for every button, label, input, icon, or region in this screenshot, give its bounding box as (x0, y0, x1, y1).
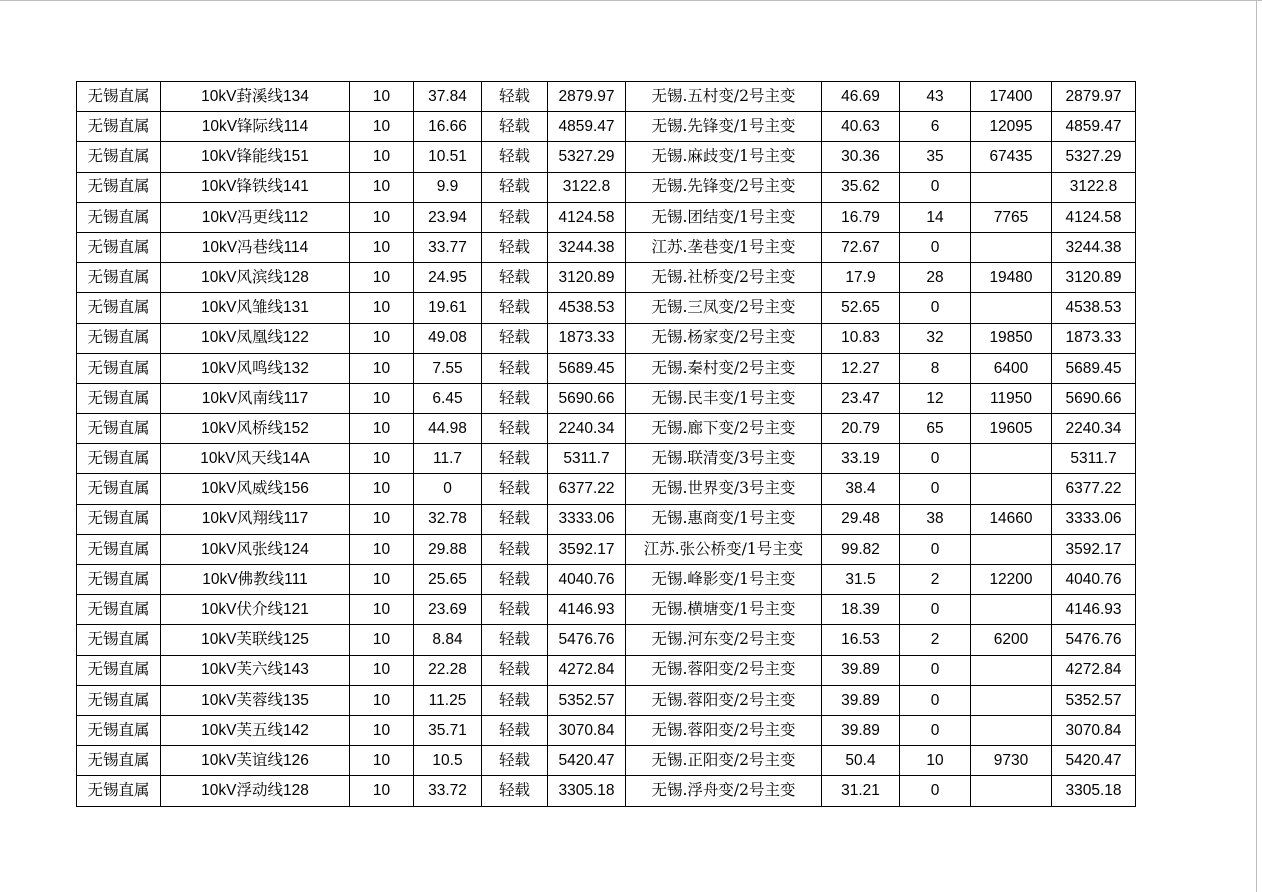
line-name-cell: 10kV葑溪线134 (161, 82, 350, 112)
page-right-border (1256, 0, 1257, 892)
load-status-cell: 轻载 (482, 414, 548, 444)
substation-cell: 无锡.联清变/3号主变 (626, 444, 822, 474)
transformer-load-rate-cell: 29.48 (822, 504, 900, 534)
table-row (77, 565, 1136, 595)
user-capacity-cell: 17400 (971, 82, 1052, 112)
available-capacity-cell: 5476.76 (1052, 625, 1136, 655)
unit-cell: 无锡直属 (77, 474, 161, 504)
load-rate-cell: 33.72 (414, 776, 482, 806)
load-rate-cell: 16.66 (414, 112, 482, 142)
table-row (77, 504, 1136, 534)
table-row (77, 414, 1136, 444)
user-count-cell: 0 (900, 232, 971, 262)
available-capacity-cell: 5327.29 (1052, 142, 1136, 172)
available-capacity-cell: 5352.57 (1052, 685, 1136, 715)
load-rate-cell: 0 (414, 474, 482, 504)
voltage-cell: 10 (350, 444, 414, 474)
substation-cell: 无锡.世界变/3号主变 (626, 474, 822, 504)
load-status-cell: 轻载 (482, 383, 548, 413)
user-capacity-cell: 12200 (971, 565, 1052, 595)
load-status-cell: 轻载 (482, 685, 548, 715)
line-name-cell: 10kV佛教线111 (161, 565, 350, 595)
user-capacity-cell (971, 655, 1052, 685)
load-rate-cell: 44.98 (414, 414, 482, 444)
line-name-cell: 10kV风天线14A (161, 444, 350, 474)
transformer-load-rate-cell: 35.62 (822, 172, 900, 202)
user-count-cell: 0 (900, 595, 971, 625)
load-status-cell: 轻载 (482, 142, 548, 172)
unit-cell: 无锡直属 (77, 414, 161, 444)
capacity-cell: 4040.76 (548, 565, 626, 595)
table-row (77, 232, 1136, 262)
unit-cell: 无锡直属 (77, 82, 161, 112)
user-capacity-cell: 19605 (971, 414, 1052, 444)
line-name-cell: 10kV浮动线128 (161, 776, 350, 806)
load-status-cell: 轻载 (482, 293, 548, 323)
available-capacity-cell: 4272.84 (1052, 655, 1136, 685)
user-count-cell: 14 (900, 202, 971, 232)
capacity-cell: 3592.17 (548, 534, 626, 564)
available-capacity-cell: 3305.18 (1052, 776, 1136, 806)
load-status-cell: 轻载 (482, 504, 548, 534)
user-capacity-cell (971, 232, 1052, 262)
user-capacity-cell: 67435 (971, 142, 1052, 172)
capacity-cell: 2879.97 (548, 82, 626, 112)
line-name-cell: 10kV风鸣线132 (161, 353, 350, 383)
transformer-load-rate-cell: 10.83 (822, 323, 900, 353)
capacity-cell: 3070.84 (548, 715, 626, 745)
table-row (77, 444, 1136, 474)
transformer-load-rate-cell: 23.47 (822, 383, 900, 413)
substation-cell: 无锡.民丰变/1号主变 (626, 383, 822, 413)
user-count-cell: 0 (900, 685, 971, 715)
substation-cell: 江苏.张公桥变/1号主变 (626, 534, 822, 564)
available-capacity-cell: 2879.97 (1052, 82, 1136, 112)
user-count-cell: 0 (900, 776, 971, 806)
table-row (77, 595, 1136, 625)
substation-cell: 无锡.峰影变/1号主变 (626, 565, 822, 595)
user-count-cell: 35 (900, 142, 971, 172)
load-rate-cell: 7.55 (414, 353, 482, 383)
capacity-cell: 1873.33 (548, 323, 626, 353)
user-capacity-cell: 12095 (971, 112, 1052, 142)
table-row (77, 534, 1136, 564)
voltage-cell: 10 (350, 474, 414, 504)
load-rate-cell: 9.9 (414, 172, 482, 202)
user-count-cell: 10 (900, 746, 971, 776)
user-count-cell: 0 (900, 655, 971, 685)
available-capacity-cell: 5690.66 (1052, 383, 1136, 413)
capacity-cell: 5327.29 (548, 142, 626, 172)
available-capacity-cell: 4859.47 (1052, 112, 1136, 142)
capacity-cell: 5420.47 (548, 746, 626, 776)
substation-cell: 无锡.正阳变/2号主变 (626, 746, 822, 776)
voltage-cell: 10 (350, 655, 414, 685)
line-name-cell: 10kV凤凰线122 (161, 323, 350, 353)
user-capacity-cell: 6200 (971, 625, 1052, 655)
user-count-cell: 0 (900, 172, 971, 202)
available-capacity-cell: 4124.58 (1052, 202, 1136, 232)
load-rate-cell: 22.28 (414, 655, 482, 685)
capacity-cell: 4146.93 (548, 595, 626, 625)
voltage-cell: 10 (350, 353, 414, 383)
line-name-cell: 10kV风威线156 (161, 474, 350, 504)
load-status-cell: 轻载 (482, 323, 548, 353)
load-rate-cell: 29.88 (414, 534, 482, 564)
line-name-cell: 10kV风张线124 (161, 534, 350, 564)
available-capacity-cell: 5420.47 (1052, 746, 1136, 776)
voltage-cell: 10 (350, 383, 414, 413)
table-row (77, 383, 1136, 413)
user-count-cell: 2 (900, 625, 971, 655)
table-row (77, 142, 1136, 172)
user-capacity-cell (971, 715, 1052, 745)
table-row (77, 474, 1136, 504)
transformer-load-rate-cell: 20.79 (822, 414, 900, 444)
voltage-cell: 10 (350, 293, 414, 323)
available-capacity-cell: 3333.06 (1052, 504, 1136, 534)
transformer-load-rate-cell: 50.4 (822, 746, 900, 776)
transformer-load-rate-cell: 31.21 (822, 776, 900, 806)
transformer-load-rate-cell: 72.67 (822, 232, 900, 262)
transformer-load-rate-cell: 40.63 (822, 112, 900, 142)
table-row (77, 715, 1136, 745)
load-rate-cell: 32.78 (414, 504, 482, 534)
load-rate-cell: 19.61 (414, 293, 482, 323)
unit-cell: 无锡直属 (77, 353, 161, 383)
transformer-load-rate-cell: 16.53 (822, 625, 900, 655)
unit-cell: 无锡直属 (77, 715, 161, 745)
table-row (77, 746, 1136, 776)
substation-cell: 无锡.秦村变/2号主变 (626, 353, 822, 383)
unit-cell: 无锡直属 (77, 263, 161, 293)
user-count-cell: 0 (900, 715, 971, 745)
transformer-load-rate-cell: 16.79 (822, 202, 900, 232)
user-capacity-cell (971, 293, 1052, 323)
substation-cell: 无锡.河东变/2号主变 (626, 625, 822, 655)
user-capacity-cell: 19850 (971, 323, 1052, 353)
user-count-cell: 43 (900, 82, 971, 112)
voltage-cell: 10 (350, 232, 414, 262)
voltage-cell: 10 (350, 414, 414, 444)
capacity-cell: 3305.18 (548, 776, 626, 806)
table-row (77, 263, 1136, 293)
line-name-cell: 10kV锋能线151 (161, 142, 350, 172)
line-name-cell: 10kV锋铁线141 (161, 172, 350, 202)
available-capacity-cell: 6377.22 (1052, 474, 1136, 504)
load-status-cell: 轻载 (482, 112, 548, 142)
load-status-cell: 轻载 (482, 776, 548, 806)
user-capacity-cell (971, 685, 1052, 715)
line-name-cell: 10kV风雏线131 (161, 293, 350, 323)
voltage-cell: 10 (350, 82, 414, 112)
voltage-cell: 10 (350, 715, 414, 745)
capacity-cell: 3333.06 (548, 504, 626, 534)
user-count-cell: 6 (900, 112, 971, 142)
load-rate-cell: 24.95 (414, 263, 482, 293)
line-name-cell: 10kV芙六线143 (161, 655, 350, 685)
load-rate-cell: 49.08 (414, 323, 482, 353)
transformer-load-rate-cell: 30.36 (822, 142, 900, 172)
table-row (77, 293, 1136, 323)
table-row (77, 655, 1136, 685)
transformer-load-rate-cell: 31.5 (822, 565, 900, 595)
substation-cell: 无锡.三凤变/2号主变 (626, 293, 822, 323)
load-status-cell: 轻载 (482, 444, 548, 474)
substation-cell: 无锡.廊下变/2号主变 (626, 414, 822, 444)
capacity-cell: 4124.58 (548, 202, 626, 232)
line-name-cell: 10kV芙蓉线135 (161, 685, 350, 715)
load-status-cell: 轻载 (482, 534, 548, 564)
substation-cell: 无锡.团结变/1号主变 (626, 202, 822, 232)
available-capacity-cell: 4040.76 (1052, 565, 1136, 595)
table-row (77, 172, 1136, 202)
available-capacity-cell: 3122.8 (1052, 172, 1136, 202)
unit-cell: 无锡直属 (77, 293, 161, 323)
table-row (77, 202, 1136, 232)
substation-cell: 无锡.蓉阳变/2号主变 (626, 685, 822, 715)
user-capacity-cell (971, 534, 1052, 564)
transformer-load-rate-cell: 38.4 (822, 474, 900, 504)
substation-cell: 无锡.横塘变/1号主变 (626, 595, 822, 625)
transformer-load-rate-cell: 99.82 (822, 534, 900, 564)
unit-cell: 无锡直属 (77, 444, 161, 474)
user-capacity-cell (971, 172, 1052, 202)
voltage-cell: 10 (350, 263, 414, 293)
substation-cell: 无锡.惠商变/1号主变 (626, 504, 822, 534)
line-name-cell: 10kV芙谊线126 (161, 746, 350, 776)
user-capacity-cell: 11950 (971, 383, 1052, 413)
load-status-cell: 轻载 (482, 172, 548, 202)
line-name-cell: 10kV风翔线117 (161, 504, 350, 534)
page-top-border (0, 0, 1262, 1)
unit-cell: 无锡直属 (77, 504, 161, 534)
available-capacity-cell: 4538.53 (1052, 293, 1136, 323)
load-rate-cell: 33.77 (414, 232, 482, 262)
unit-cell: 无锡直属 (77, 172, 161, 202)
user-count-cell: 8 (900, 353, 971, 383)
table-body (77, 82, 1136, 807)
voltage-cell: 10 (350, 202, 414, 232)
voltage-cell: 10 (350, 534, 414, 564)
load-status-cell: 轻载 (482, 202, 548, 232)
unit-cell: 无锡直属 (77, 595, 161, 625)
available-capacity-cell: 5689.45 (1052, 353, 1136, 383)
load-status-cell: 轻载 (482, 565, 548, 595)
transformer-load-rate-cell: 46.69 (822, 82, 900, 112)
available-capacity-cell: 1873.33 (1052, 323, 1136, 353)
load-status-cell: 轻载 (482, 353, 548, 383)
capacity-cell: 6377.22 (548, 474, 626, 504)
load-status-cell: 轻载 (482, 263, 548, 293)
unit-cell: 无锡直属 (77, 746, 161, 776)
feeder-load-table (76, 81, 1136, 807)
unit-cell: 无锡直属 (77, 776, 161, 806)
table-row (77, 323, 1136, 353)
user-count-cell: 28 (900, 263, 971, 293)
voltage-cell: 10 (350, 142, 414, 172)
line-name-cell: 10kV伏介线121 (161, 595, 350, 625)
capacity-cell: 2240.34 (548, 414, 626, 444)
voltage-cell: 10 (350, 625, 414, 655)
load-rate-cell: 35.71 (414, 715, 482, 745)
substation-cell: 无锡.社桥变/2号主变 (626, 263, 822, 293)
user-count-cell: 0 (900, 534, 971, 564)
user-capacity-cell (971, 776, 1052, 806)
line-name-cell: 10kV风滨线128 (161, 263, 350, 293)
user-capacity-cell (971, 474, 1052, 504)
voltage-cell: 10 (350, 565, 414, 595)
load-status-cell: 轻载 (482, 474, 548, 504)
available-capacity-cell: 3592.17 (1052, 534, 1136, 564)
line-name-cell: 10kV风南线117 (161, 383, 350, 413)
load-status-cell: 轻载 (482, 746, 548, 776)
available-capacity-cell: 5311.7 (1052, 444, 1136, 474)
user-capacity-cell: 9730 (971, 746, 1052, 776)
capacity-cell: 5476.76 (548, 625, 626, 655)
load-status-cell: 轻载 (482, 715, 548, 745)
line-name-cell: 10kV锋际线114 (161, 112, 350, 142)
user-count-cell: 38 (900, 504, 971, 534)
transformer-load-rate-cell: 52.65 (822, 293, 900, 323)
voltage-cell: 10 (350, 172, 414, 202)
load-rate-cell: 23.94 (414, 202, 482, 232)
capacity-cell: 5352.57 (548, 685, 626, 715)
transformer-load-rate-cell: 18.39 (822, 595, 900, 625)
table-row (77, 685, 1136, 715)
available-capacity-cell: 3070.84 (1052, 715, 1136, 745)
load-rate-cell: 8.84 (414, 625, 482, 655)
transformer-load-rate-cell: 33.19 (822, 444, 900, 474)
unit-cell: 无锡直属 (77, 383, 161, 413)
unit-cell: 无锡直属 (77, 685, 161, 715)
load-rate-cell: 37.84 (414, 82, 482, 112)
table-row (77, 776, 1136, 806)
voltage-cell: 10 (350, 595, 414, 625)
unit-cell: 无锡直属 (77, 142, 161, 172)
user-count-cell: 0 (900, 444, 971, 474)
user-capacity-cell (971, 595, 1052, 625)
line-name-cell: 10kV风桥线152 (161, 414, 350, 444)
capacity-cell: 4538.53 (548, 293, 626, 323)
user-count-cell: 2 (900, 565, 971, 595)
user-capacity-cell: 19480 (971, 263, 1052, 293)
substation-cell: 无锡.五村变/2号主变 (626, 82, 822, 112)
load-rate-cell: 6.45 (414, 383, 482, 413)
load-rate-cell: 10.51 (414, 142, 482, 172)
line-name-cell: 10kV冯更线112 (161, 202, 350, 232)
user-count-cell: 0 (900, 474, 971, 504)
transformer-load-rate-cell: 12.27 (822, 353, 900, 383)
table-row (77, 353, 1136, 383)
unit-cell: 无锡直属 (77, 232, 161, 262)
line-name-cell: 10kV冯巷线114 (161, 232, 350, 262)
capacity-cell: 4859.47 (548, 112, 626, 142)
user-count-cell: 65 (900, 414, 971, 444)
unit-cell: 无锡直属 (77, 625, 161, 655)
voltage-cell: 10 (350, 112, 414, 142)
voltage-cell: 10 (350, 685, 414, 715)
load-rate-cell: 11.7 (414, 444, 482, 474)
user-capacity-cell: 7765 (971, 202, 1052, 232)
capacity-cell: 5311.7 (548, 444, 626, 474)
load-status-cell: 轻载 (482, 232, 548, 262)
table-row (77, 112, 1136, 142)
unit-cell: 无锡直属 (77, 655, 161, 685)
capacity-cell: 5689.45 (548, 353, 626, 383)
substation-cell: 无锡.蓉阳变/2号主变 (626, 655, 822, 685)
capacity-cell: 3120.89 (548, 263, 626, 293)
user-count-cell: 32 (900, 323, 971, 353)
capacity-cell: 4272.84 (548, 655, 626, 685)
load-rate-cell: 25.65 (414, 565, 482, 595)
voltage-cell: 10 (350, 504, 414, 534)
user-capacity-cell (971, 444, 1052, 474)
capacity-cell: 3244.38 (548, 232, 626, 262)
transformer-load-rate-cell: 39.89 (822, 715, 900, 745)
unit-cell: 无锡直属 (77, 565, 161, 595)
substation-cell: 江苏.垄巷变/1号主变 (626, 232, 822, 262)
load-status-cell: 轻载 (482, 82, 548, 112)
voltage-cell: 10 (350, 746, 414, 776)
unit-cell: 无锡直属 (77, 202, 161, 232)
user-capacity-cell: 14660 (971, 504, 1052, 534)
unit-cell: 无锡直属 (77, 534, 161, 564)
table-row (77, 82, 1136, 112)
substation-cell: 无锡.麻歧变/1号主变 (626, 142, 822, 172)
load-status-cell: 轻载 (482, 595, 548, 625)
unit-cell: 无锡直属 (77, 112, 161, 142)
substation-cell: 无锡.先锋变/1号主变 (626, 112, 822, 142)
table-row (77, 625, 1136, 655)
substation-cell: 无锡.杨家变/2号主变 (626, 323, 822, 353)
available-capacity-cell: 2240.34 (1052, 414, 1136, 444)
substation-cell: 无锡.蓉阳变/2号主变 (626, 715, 822, 745)
load-rate-cell: 11.25 (414, 685, 482, 715)
user-count-cell: 0 (900, 293, 971, 323)
voltage-cell: 10 (350, 776, 414, 806)
load-rate-cell: 10.5 (414, 746, 482, 776)
line-name-cell: 10kV芙五线142 (161, 715, 350, 745)
capacity-cell: 5690.66 (548, 383, 626, 413)
voltage-cell: 10 (350, 323, 414, 353)
available-capacity-cell: 3244.38 (1052, 232, 1136, 262)
transformer-load-rate-cell: 17.9 (822, 263, 900, 293)
load-status-cell: 轻载 (482, 625, 548, 655)
transformer-load-rate-cell: 39.89 (822, 655, 900, 685)
capacity-cell: 3122.8 (548, 172, 626, 202)
unit-cell: 无锡直属 (77, 323, 161, 353)
line-name-cell: 10kV芙联线125 (161, 625, 350, 655)
available-capacity-cell: 4146.93 (1052, 595, 1136, 625)
substation-cell: 无锡.先锋变/2号主变 (626, 172, 822, 202)
transformer-load-rate-cell: 39.89 (822, 685, 900, 715)
load-status-cell: 轻载 (482, 655, 548, 685)
substation-cell: 无锡.浮舟变/2号主变 (626, 776, 822, 806)
load-rate-cell: 23.69 (414, 595, 482, 625)
available-capacity-cell: 3120.89 (1052, 263, 1136, 293)
user-capacity-cell: 6400 (971, 353, 1052, 383)
user-count-cell: 12 (900, 383, 971, 413)
